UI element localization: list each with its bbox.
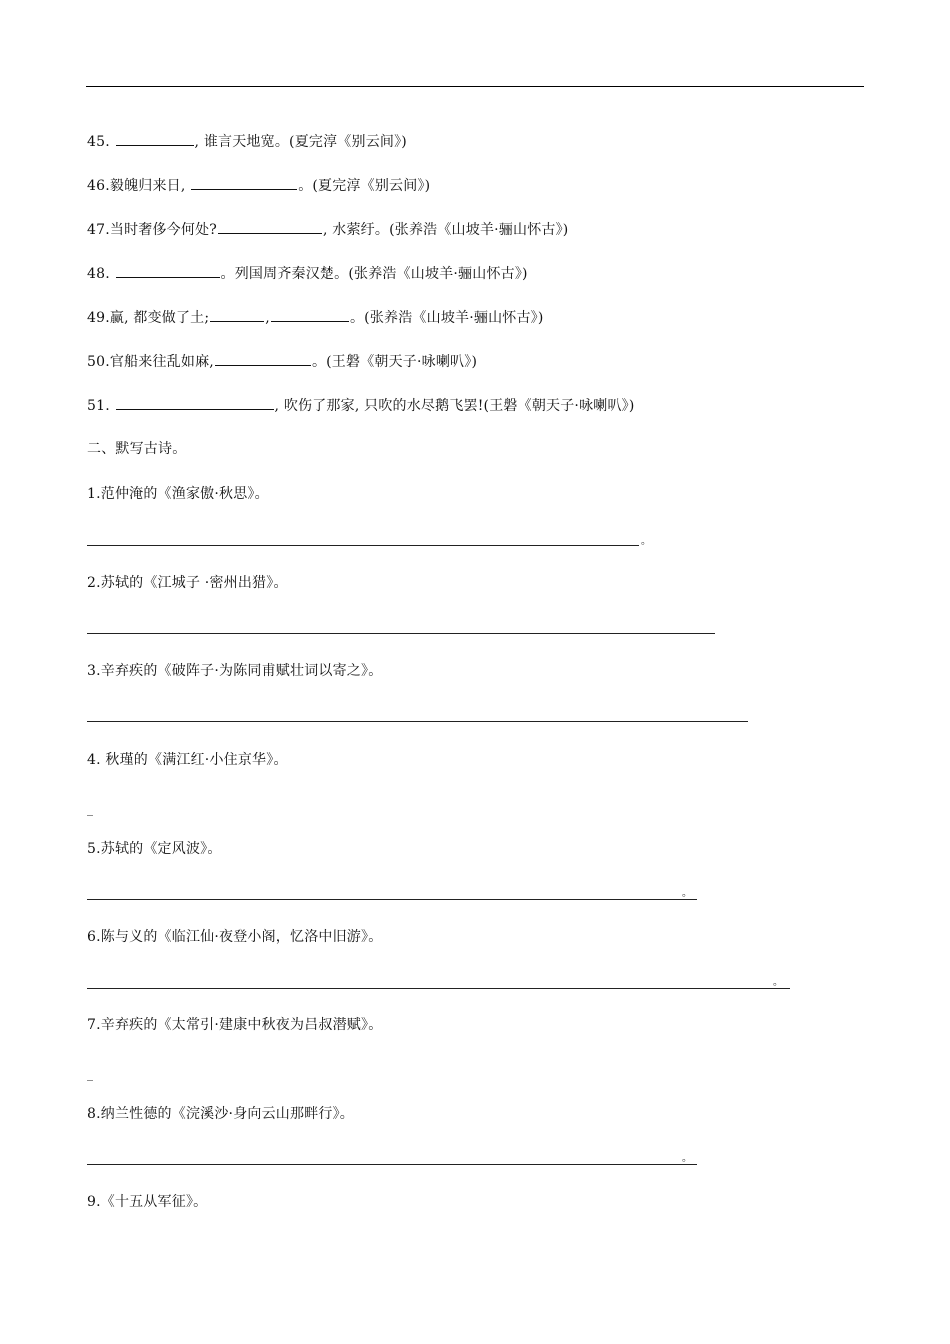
poem-prompt-3: 3.辛弃疾的《破阵子·为陈同甫赋壮词以寄之》。 xyxy=(87,663,383,679)
question-text: 官船来往乱如麻, xyxy=(109,354,214,370)
answer-line-5[interactable] xyxy=(87,899,697,900)
question-number: 50. xyxy=(87,354,110,370)
answer-blank[interactable] xyxy=(191,175,297,190)
answer-blank[interactable] xyxy=(116,263,220,278)
poem-prompt-7: 7.辛弃疾的《太常引·建康中秋夜为吕叔潜赋》。 xyxy=(87,1017,383,1033)
question-text: , 谁言天地宽。(夏完淳《别云间》) xyxy=(194,134,407,150)
question-text: , 水萦纡。(张养浩《山坡羊·骊山怀古》) xyxy=(322,222,569,238)
answer-line-2[interactable] xyxy=(87,633,715,634)
answer-blank[interactable] xyxy=(218,219,322,234)
question-number: 47. xyxy=(87,222,110,238)
question-number: 49. xyxy=(87,310,110,326)
question-text: 。(张养浩《山坡羊·骊山怀古》) xyxy=(349,310,544,326)
poem-prompt-1: 1.范仲淹的《渔家傲·秋思》。 xyxy=(87,486,269,502)
answer-end-mark: 。 xyxy=(682,1153,692,1164)
question-text: 。列国周齐秦汉楚。(张养浩《山坡羊·骊山怀古》) xyxy=(220,266,528,282)
poem-prompt-2: 2.苏轼的《江城子 ·密州出猎》。 xyxy=(87,575,288,591)
question-text: 毅魄归来日, xyxy=(109,178,186,194)
question-number: 51. xyxy=(87,398,110,414)
question-48 xyxy=(87,263,528,283)
answer-end-mark: 。 xyxy=(773,977,783,988)
question-50 xyxy=(87,351,477,371)
answer-blank[interactable] xyxy=(116,131,194,146)
question-47 xyxy=(87,219,568,239)
poem-prompt-5: 5.苏轼的《定风波》。 xyxy=(87,841,222,857)
question-text: , 吹伤了那家, 只吹的水尽鹅飞罢!(王磐《朝天子·咏喇叭》) xyxy=(274,398,635,414)
section-heading: 二、默写古诗。 xyxy=(87,441,187,457)
question-text: 。(夏完淳《别云间》) xyxy=(298,178,431,194)
question-number: 46. xyxy=(87,178,110,194)
answer-line-8[interactable] xyxy=(87,1164,697,1165)
answer-blank[interactable] xyxy=(271,307,349,322)
question-45 xyxy=(87,131,407,151)
question-text: 赢, 都变做了土; xyxy=(109,310,210,326)
answer-blank[interactable] xyxy=(215,351,311,366)
answer-blank[interactable] xyxy=(210,307,264,322)
answer-line-3[interactable] xyxy=(87,721,748,722)
question-text: 。(王磐《朝天子·咏喇叭》) xyxy=(311,354,478,370)
poem-prompt-8: 8.纳兰性德的《浣溪沙·身向云山那畔行》。 xyxy=(87,1106,355,1122)
question-49 xyxy=(87,307,544,327)
page-header-rule xyxy=(86,86,864,87)
question-46 xyxy=(87,175,430,195)
answer-blank[interactable] xyxy=(116,395,274,410)
question-number: 45. xyxy=(87,134,110,150)
answer-end-mark: 。 xyxy=(641,536,651,547)
poem-prompt-9: 9.《十五从军征》。 xyxy=(87,1194,208,1210)
answer-end-mark: 。 xyxy=(682,888,692,899)
question-text: , xyxy=(265,310,270,326)
answer-line-1[interactable] xyxy=(87,545,639,546)
answer-dash-7[interactable]: _ xyxy=(87,1067,93,1081)
question-51 xyxy=(87,395,635,415)
answer-dash-4[interactable]: _ xyxy=(87,802,93,816)
answer-line-6[interactable] xyxy=(87,988,790,989)
poem-prompt-4: 4. 秋瑾的《满江红·小住京华》。 xyxy=(87,752,288,768)
question-text: 当时奢侈今何处? xyxy=(109,222,217,238)
poem-prompt-6: 6.陈与义的《临江仙·夜登小阁，忆洛中旧游》。 xyxy=(87,929,383,945)
question-number: 48. xyxy=(87,266,110,282)
